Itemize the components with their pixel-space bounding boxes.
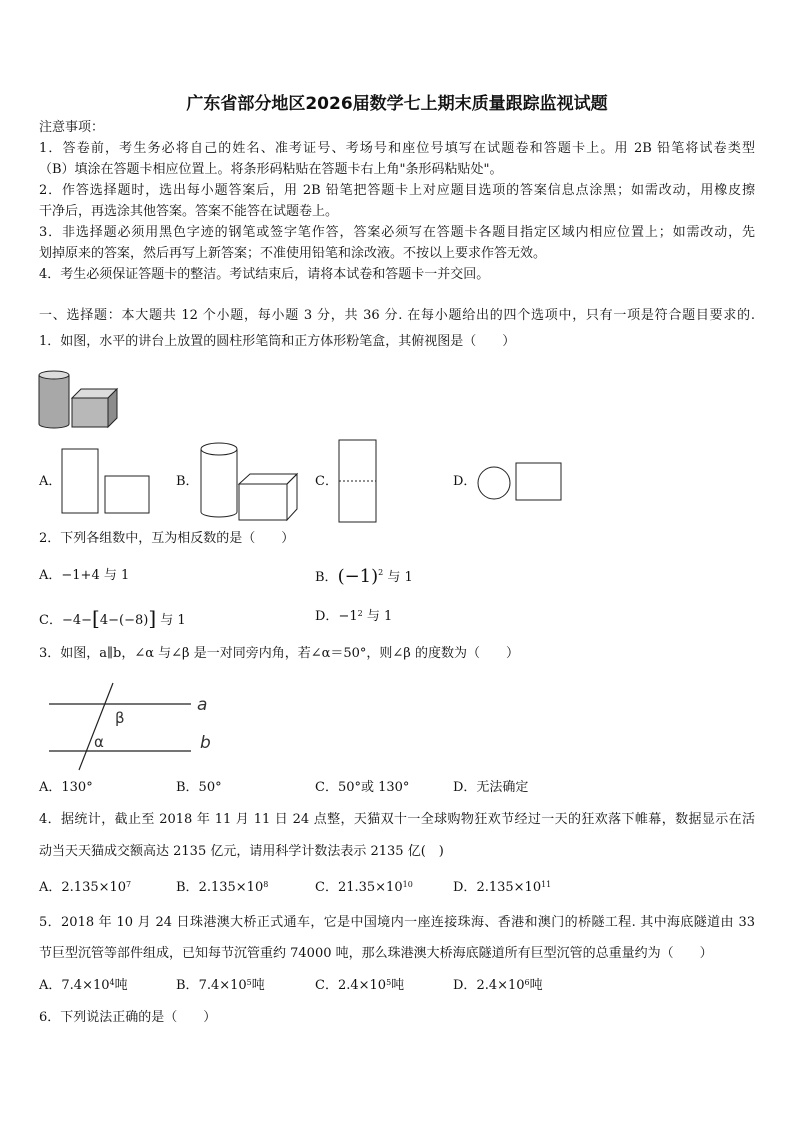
question-4-stem-line2: 动当天天猫成交额高达 2135 亿元，请用科学计数法表示 2135 亿( ) bbox=[39, 844, 444, 859]
option-text: −1+4 与 1 bbox=[61, 568, 130, 583]
option-base: 2.135×10 bbox=[476, 880, 542, 895]
q3-option-a: A．130° bbox=[39, 780, 93, 795]
question-4-stem-line1: 4．据统计，截止至 2018 年 11 月 11 日 24 点整，天猫双十一全球购物狂欢节经过一天的狂欢落下帷幕，数据显示在活 bbox=[39, 812, 755, 827]
option-exponent: 5 bbox=[386, 978, 392, 987]
q2-option-d bbox=[315, 607, 392, 627]
notice-line: 2．作答选择题时，选出每小题答案后，用 2B 铅笔把答题卡上对应题目选项的答案信息点涂黑；如需改动，用橡皮擦 bbox=[39, 183, 755, 198]
q5-option-d bbox=[453, 976, 543, 996]
q2-option-b bbox=[315, 566, 413, 588]
option-base: 7.4×10 bbox=[198, 978, 247, 993]
option-base: 2.135×10 bbox=[198, 880, 264, 895]
question-1-stem: 1．如图，水平的讲台上放置的圆柱形笔筒和正方体形粉笔盒，其俯视图是（ ） bbox=[39, 334, 516, 349]
q1-option-a-label: A． bbox=[39, 474, 62, 489]
option-exponent: 11 bbox=[541, 880, 552, 889]
option-label: B． bbox=[176, 978, 199, 993]
q1-option-c-label: C． bbox=[315, 474, 338, 489]
q5-option-a bbox=[39, 976, 128, 996]
option-label: A． bbox=[39, 568, 62, 583]
option-exponent: 2 bbox=[357, 609, 363, 618]
line-a-label: a bbox=[197, 695, 208, 715]
option-label: D． bbox=[453, 880, 477, 895]
q2-option-a bbox=[39, 566, 129, 586]
question-5-stem-line2: 节巨型沉管等部件组成，已知每节沉管重约 74000 吨，那么珠港澳大桥海底隧道所有巨型沉管的总重量约为（ ） bbox=[39, 946, 713, 961]
question-3-stem: 3．如图，a∥b，∠α 与∠β 是一对同旁内角，若∠α＝50°，则∠β 的度数为（ ） bbox=[39, 646, 519, 661]
transversal-line bbox=[79, 683, 113, 770]
option-base: 2.4×10 bbox=[337, 978, 387, 993]
option-exponent: 2 bbox=[378, 568, 384, 577]
option-exponent: 10 bbox=[402, 880, 413, 889]
option-label: D． bbox=[315, 609, 339, 624]
option-expression: −1 bbox=[338, 609, 358, 624]
q3-option-c: C．50°或 130° bbox=[315, 780, 410, 795]
line-b-label: b bbox=[200, 733, 211, 753]
cylinder-shape bbox=[39, 371, 69, 428]
question-5-stem-line1: 5．2018 年 10 月 24 日珠港澳大桥正式通车，它是中国境内一座连接珠海、香港和澳门的桥隧工程. 其中海底隧道由 33 bbox=[39, 915, 755, 930]
option-exponent: 5 bbox=[246, 978, 252, 987]
option-unit: 吨 bbox=[114, 978, 128, 993]
option-expression: (−1) bbox=[337, 566, 379, 587]
option-label: A． bbox=[39, 880, 62, 895]
notice-heading: 注意事项： bbox=[39, 120, 105, 135]
notice-line: 3．非选择题必须用黑色字迹的钢笔或签字笔作答，答案必须写在答题卡各题目指定区域内相应位置上；如需改动，先 bbox=[39, 225, 755, 240]
cube-shape bbox=[72, 389, 117, 427]
option-expression-inner: 4−(−8) bbox=[99, 613, 149, 628]
notice-line: 4．考生必须保证答题卡的整洁。考试结束后，请将本试卷和答题卡一并交回。 bbox=[39, 267, 490, 282]
q3-option-d: D．无法确定 bbox=[453, 780, 529, 795]
option-label: C． bbox=[315, 978, 338, 993]
page-title: 广东省部分地区2026届数学七上期末质量跟踪监视试题 bbox=[186, 94, 608, 114]
section-heading: 一、选择题：本大题共 12 个小题，每小题 3 分，共 36 分. 在每小题给出的四个选项中，只有一项是符合题目要求的. bbox=[39, 308, 755, 323]
question-6-stem: 6．下列说法正确的是（ ） bbox=[39, 1010, 217, 1025]
option-tail: 与 1 bbox=[362, 609, 393, 624]
option-unit: 吨 bbox=[391, 978, 405, 993]
option-unit: 吨 bbox=[529, 978, 543, 993]
option-base: 2.135×10 bbox=[61, 880, 127, 895]
option-expression-prefix: −4− bbox=[61, 613, 93, 628]
q3-option-b: B．50° bbox=[176, 780, 222, 795]
q4-option-b bbox=[176, 878, 268, 898]
option-label: C． bbox=[39, 613, 62, 628]
option-unit: 吨 bbox=[251, 978, 265, 993]
option-exponent: 4 bbox=[109, 978, 115, 987]
option-a-figure bbox=[62, 449, 149, 513]
q1-option-d-label: D． bbox=[453, 474, 477, 489]
option-base: 21.35×10 bbox=[337, 880, 403, 895]
q4-option-c bbox=[315, 878, 413, 898]
notice-line: 划掉原来的答案，然后再写上新答案；不准使用铅笔和涂改液。不按以上要求作答无效。 bbox=[39, 246, 547, 261]
option-label: B． bbox=[315, 570, 338, 585]
option-exponent: 6 bbox=[524, 978, 530, 987]
option-label: D． bbox=[453, 978, 477, 993]
q5-option-c bbox=[315, 976, 404, 996]
option-c-figure bbox=[339, 440, 376, 522]
option-exponent: 8 bbox=[263, 880, 269, 889]
option-base: 7.4×10 bbox=[61, 978, 110, 993]
notice-line: （B）填涂在答题卡相应位置上。将条形码粘贴在答题卡右上角"条形码粘贴处"。 bbox=[39, 162, 503, 177]
option-label: C． bbox=[315, 880, 338, 895]
q4-option-d bbox=[453, 878, 551, 898]
q5-option-b bbox=[176, 976, 265, 996]
question-2-stem: 2．下列各组数中，互为相反数的是（ ） bbox=[39, 531, 295, 546]
option-base: 2.4×10 bbox=[476, 978, 525, 993]
option-label: A． bbox=[39, 978, 62, 993]
q4-option-a bbox=[39, 878, 131, 898]
option-exponent: 7 bbox=[126, 880, 132, 889]
notice-line: 1．答卷前，考生务必将自己的姓名、准考证号、考场号和座位号填写在试题卷和答题卡上。用 2B 铅笔将试卷类型 bbox=[39, 141, 755, 156]
option-tail: 与 1 bbox=[383, 570, 413, 585]
notice-line: 干净后，再选涂其他答案。答案不能答在试题卷上。 bbox=[39, 204, 339, 219]
option-label: B． bbox=[176, 880, 199, 895]
angle-alpha-label: α bbox=[94, 733, 104, 751]
option-b-figure bbox=[201, 443, 297, 520]
q1-option-b-label: B． bbox=[176, 474, 199, 489]
angle-beta-label: β bbox=[115, 709, 125, 727]
option-tail: 与 1 bbox=[156, 613, 186, 628]
q2-option-c: C．−4−[4−(−8)] 与 1 bbox=[39, 606, 186, 630]
option-d-figure bbox=[478, 463, 561, 500]
